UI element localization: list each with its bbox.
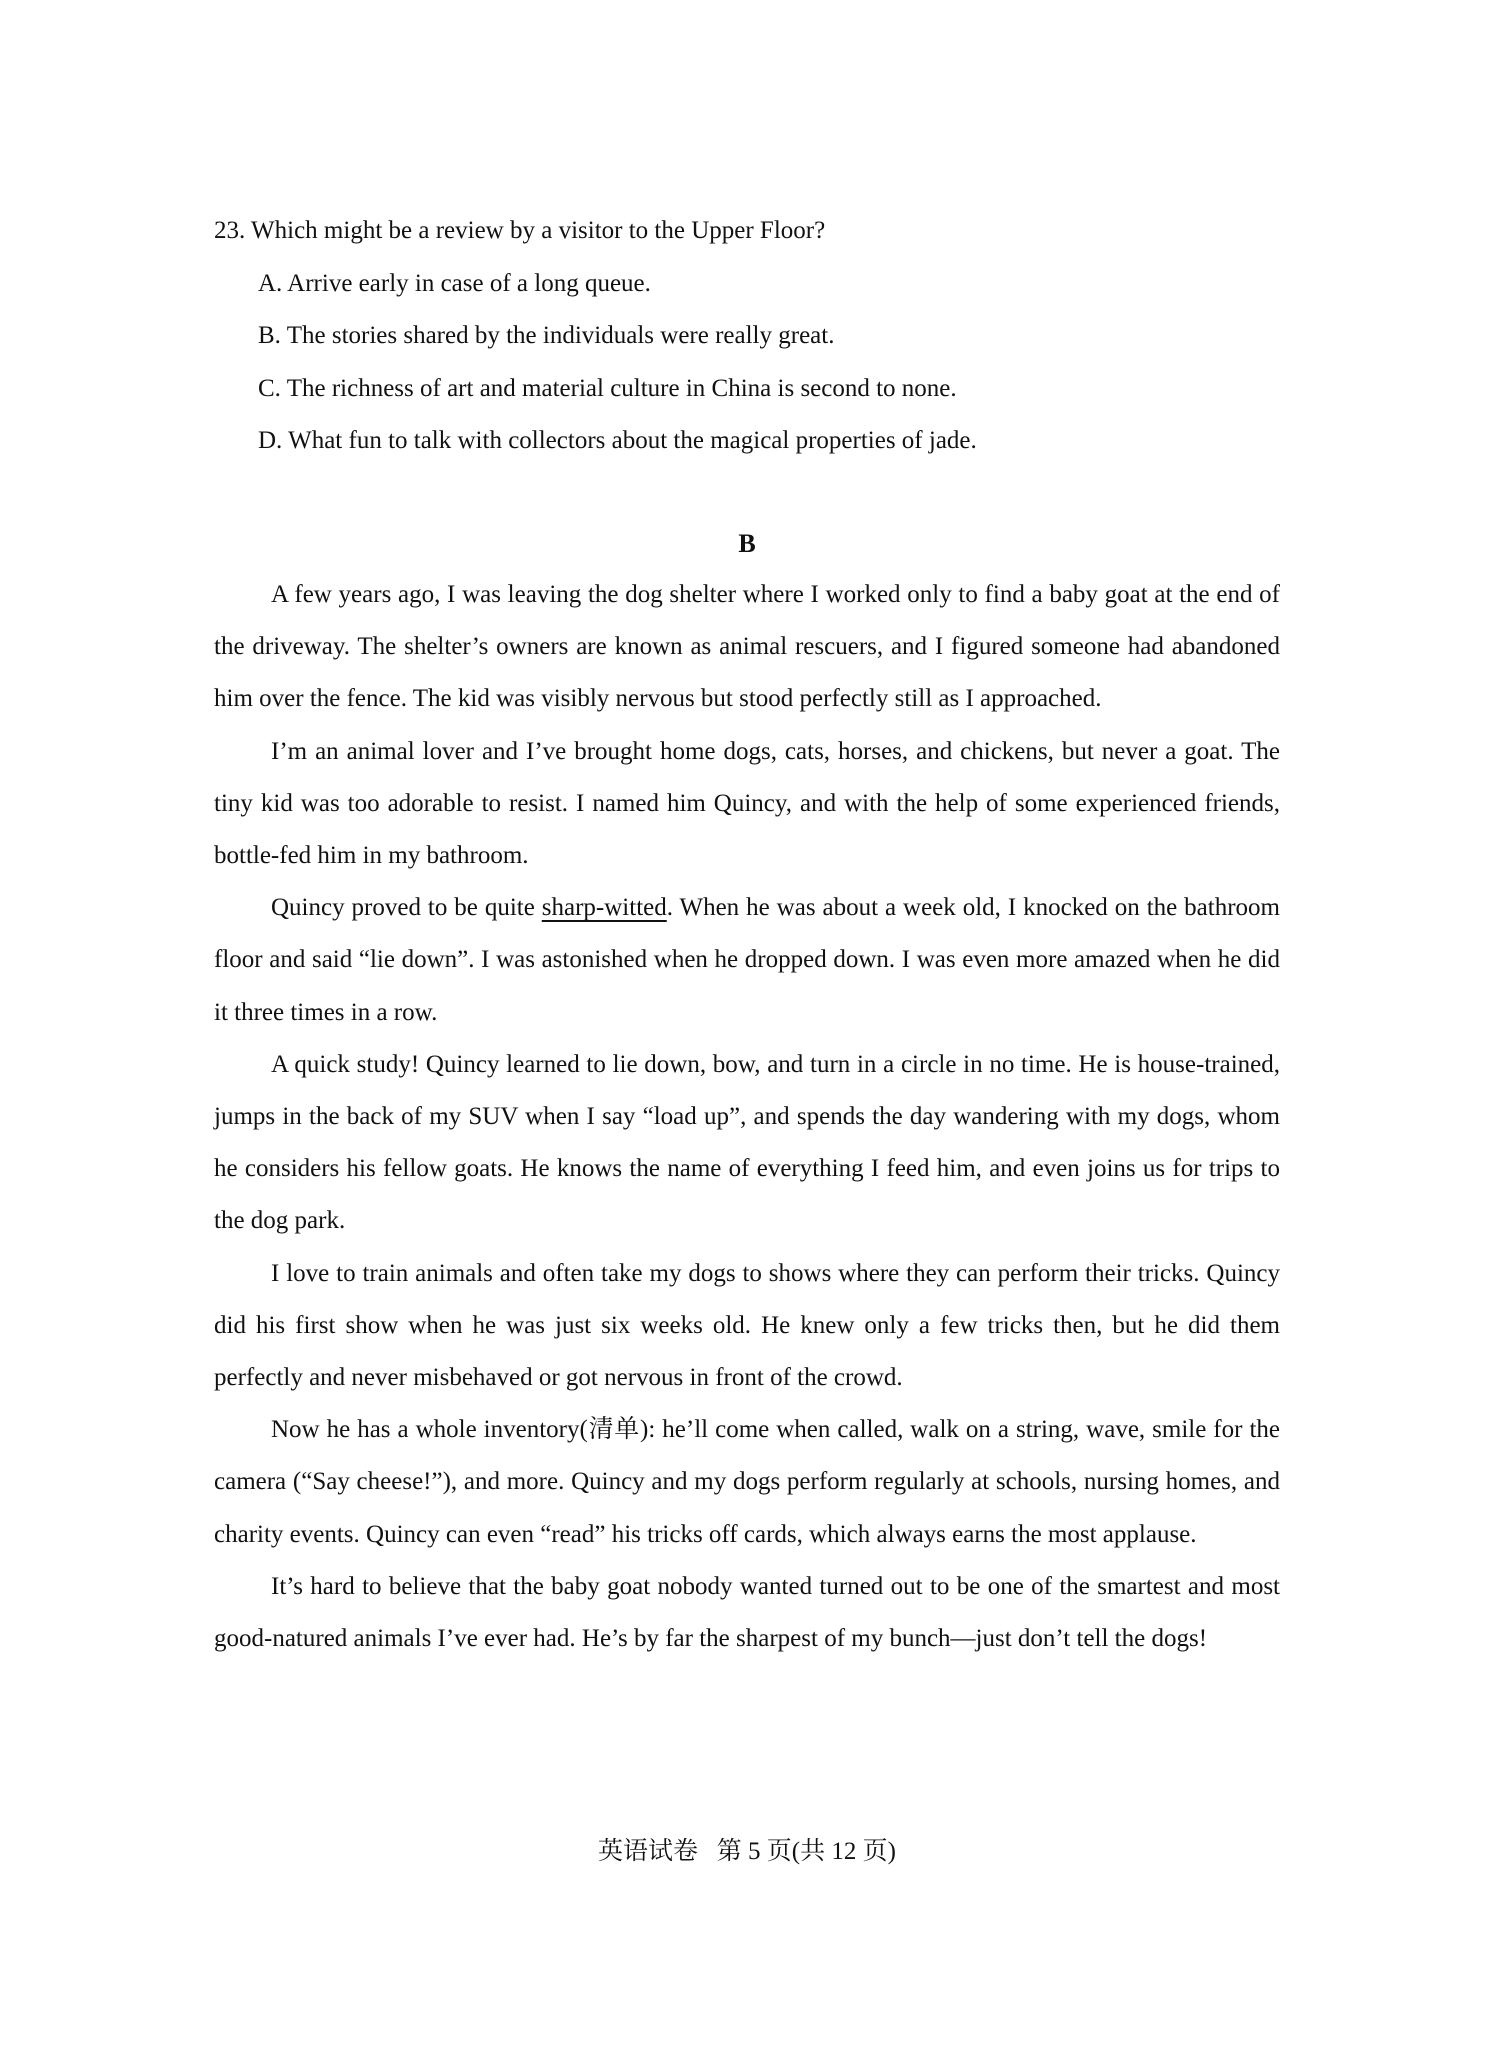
section-title: B xyxy=(738,529,756,558)
page-footer: 英语试卷 第 5 页(共 12 页) xyxy=(598,1838,896,1865)
paragraph-1: A few years ago, I was leaving the dog shelter where I worked only to find a baby goat at the end of the driveway. The shelter’s owners are known as animal rescuers, and I figured someone had abandoned him over the fence. The kid was visibly nervous but stood perfectly still as I approached. xyxy=(214,581,1280,713)
option-d: D. What fun to talk with collectors about the magical properties of jade. xyxy=(258,427,977,454)
paragraph-6: Now he has a whole inventory(清单): he’ll come when called, walk on a string, wave, smile for the camera (“Say cheese!”), and more. Quincy and my dogs perform regularly at schools, nursing homes, and charity events. Quincy can even “read” his tricks off cards, which always earns the most applause. xyxy=(214,1416,1280,1548)
paragraph-2: I’m an animal lover and I’ve brought home dogs, cats, horses, and chickens, but never a goat. The tiny kid was too adorable to resist. I named him Quincy, and with the help of some experienced friends, bottle-fed him in my bathroom. xyxy=(214,737,1280,870)
question-stem: 23. Which might be a review by a visitor to the Upper Floor? xyxy=(214,217,826,244)
underlined-word: sharp-witted xyxy=(541,894,667,922)
paragraph-3-start: Quincy proved to be quite xyxy=(271,894,542,922)
paragraph-4: A quick study! Quincy learned to lie down, bow, and turn in a circle in no time. He is house-trained, jumps in the back of my SUV when I say “load up”, and spends the day wandering with my dogs, whom he considers his fellow goats. He knows the name of everything I feed him, and even joins us for trips to the dog park. xyxy=(214,1050,1280,1235)
paragraph-5: I love to train animals and often take my dogs to shows where they can perform their tricks. Quincy did his first show when he was just six weeks old. He knew only a few tricks then, but he did them perfectly and never misbehaved or got nervous in front of the crowd. xyxy=(214,1259,1280,1392)
paragraph-3-end: . When he was about a week old, I knocked on the bathroom floor and said “lie down”. I was astonished when he dropped down. I was even more amazed when he did it three times in a row. xyxy=(214,894,1280,1026)
paragraph-7: It’s hard to believe that the baby goat nobody wanted turned out to be one of the smartest and most good-natured animals I’ve ever had. He’s by far the sharpest of my bunch—just don’t tell the dogs! xyxy=(214,1572,1280,1653)
question-23 xyxy=(214,205,1294,468)
option-c: C. The richness of art and material culture in China is second to none. xyxy=(258,374,957,402)
reading-passage xyxy=(214,569,1280,1665)
option-a: A. Arrive early in case of a long queue. xyxy=(258,269,651,297)
paragraph-3 xyxy=(214,882,1280,1039)
option-b: B. The stories shared by the individuals were really great. xyxy=(258,322,835,349)
